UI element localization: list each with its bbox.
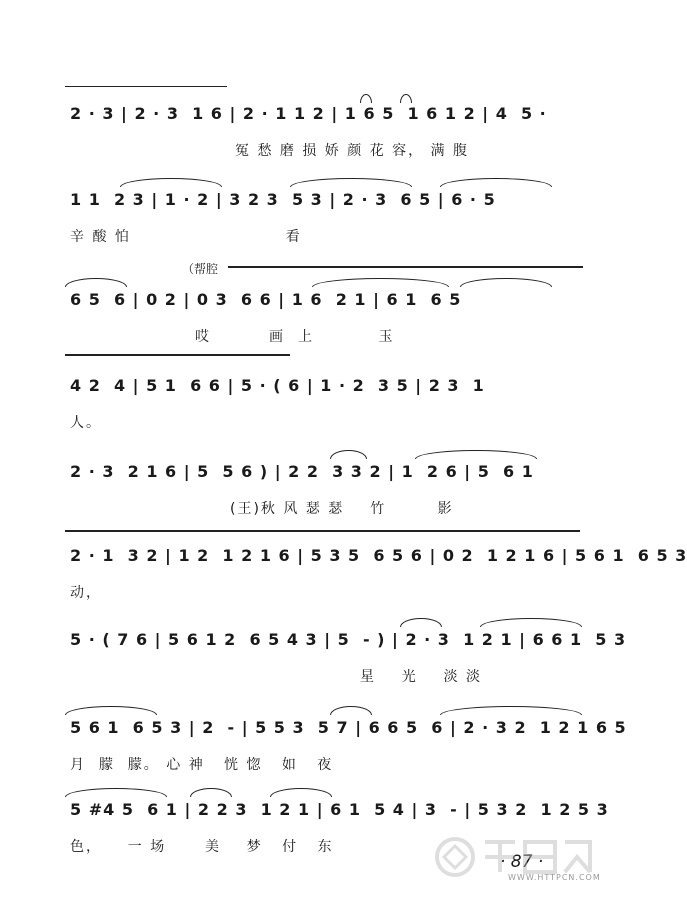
jianpu-notes: 5 6 1 6 5 3 | 2 - | 5 5 3 5 7 | 6 6 5 6 | 2 · 3 2 1 2 1 6 5 <box>70 718 627 737</box>
page-number: · 87 · <box>500 852 544 872</box>
lyrics: 色， 一 场 美 梦 付 东 <box>70 839 334 855</box>
lyrics: 人。 <box>70 415 102 431</box>
lyrics: (王)秋 风 瑟 瑟 竹 影 <box>230 501 454 517</box>
jianpu-notes: 6 5 6 | 0 2 | 0 3 6 6 | 1 6 2 1 | 6 1 6 5 <box>70 290 462 309</box>
lyrics: 动， <box>70 585 102 601</box>
bangqiang-label: （帮腔 <box>182 262 219 276</box>
jianpu-notes: 5 · ( 7 6 | 5 6 1 2 6 5 4 3 | 5 - ) | 2 · 3 1 2 1 | 6 6 1 5 3 <box>70 630 627 649</box>
jianpu-notes: 2 · 3 | 2 · 3 1 6 | 2 · 1 1 2 | 1 6 5 1 6 1 2 | 4 5 · <box>70 104 547 123</box>
jianpu-notes: 4 2 4 | 5 1 6 6 | 5 · ( 6 | 1 · 2 3 5 | 2 3 1 <box>70 376 485 395</box>
jianpu-notes: 2 · 3 2 1 6 | 5 5 6 ) | 2 2 3 3 2 | 1 2 6 | 5 6 1 <box>70 462 534 481</box>
watermark-url: WWW.HTTPCN.COM <box>508 873 601 882</box>
lyrics: 月 朦 朦。 心 神 恍 惚 如 夜 <box>70 757 334 773</box>
jianpu-notes: 2 · 1 3 2 | 1 2 1 2 1 6 | 5 3 5 6 5 6 | 0 2 1 2 1 6 | 5 6 1 6 5 3 <box>70 546 687 565</box>
lyrics: 哎 画 上 玉 <box>195 329 395 345</box>
lyrics: 辛 酸 怕 看 <box>70 229 302 245</box>
jianpu-notes: 5 #4 5 6 1 | 2 2 3 1 2 1 | 6 1 5 4 | 3 - | 5 3 2 1 2 5 3 <box>70 800 609 819</box>
lyrics: 冤 愁 磨 损 娇 颜 花 容， 满 腹 <box>235 143 470 159</box>
lyrics: 星 光 淡 淡 <box>360 669 483 685</box>
jianpu-notes: 1 1 2 3 | 1 · 2 | 3 2 3 5 3 | 2 · 3 6 5 | 6 · 5 <box>70 190 496 209</box>
